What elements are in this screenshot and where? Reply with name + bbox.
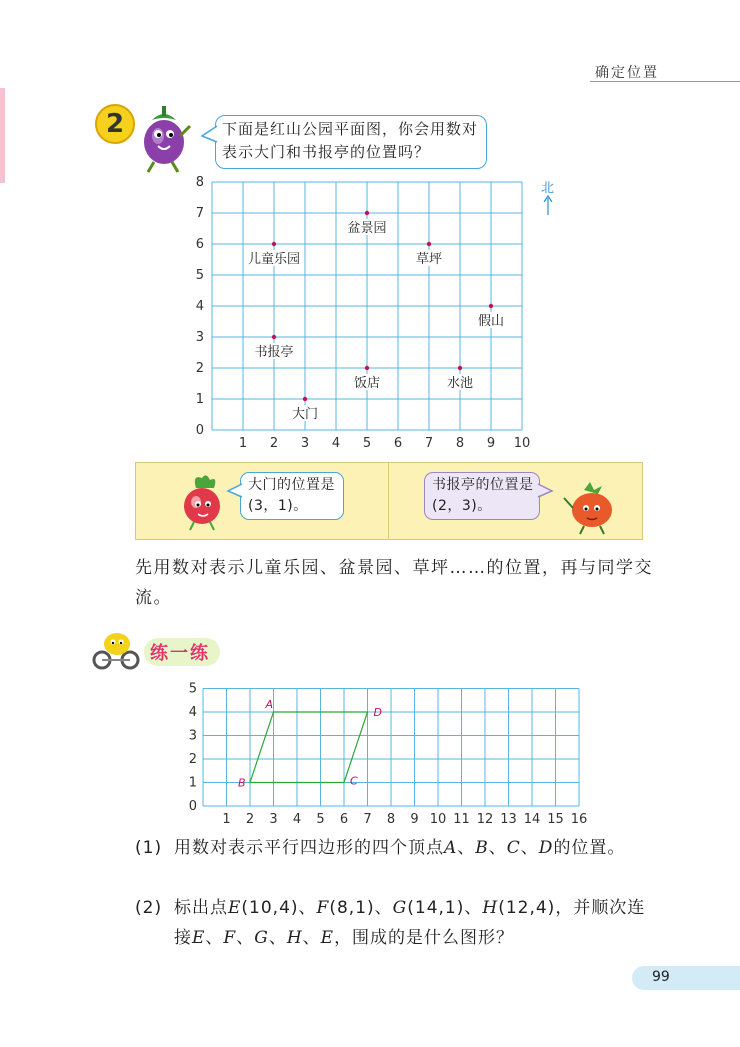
problem-number-badge: 2: [95, 104, 135, 144]
map-point-label: 盆景园: [347, 221, 387, 236]
y-tick-label: 3: [188, 728, 197, 744]
y-tick-label: 5: [188, 681, 197, 697]
y-tick-label: 1: [188, 775, 197, 791]
y-tick-label: 0: [188, 799, 197, 814]
north-arrow-icon: [542, 194, 554, 216]
x-tick-label: 2: [269, 436, 279, 451]
y-tick-label: 3: [195, 330, 204, 345]
y-tick-label: 7: [195, 206, 204, 221]
map-point: [489, 304, 493, 308]
answer-panel-divider: [388, 462, 389, 540]
vertex-label: C: [350, 774, 358, 788]
y-tick-label: 2: [188, 752, 197, 767]
map-point: [458, 366, 462, 370]
map-point-label: 饭店: [353, 376, 381, 391]
radish-mascot-illustration: [176, 474, 226, 532]
x-tick-label: 14: [523, 812, 541, 827]
map-point-label: 儿童乐园: [247, 252, 301, 267]
x-tick-label: 6: [393, 436, 403, 451]
map-point-label: 大门: [291, 407, 319, 422]
map-point: [365, 366, 369, 370]
north-label: 北: [541, 181, 555, 196]
page-edge-marker: [0, 88, 5, 183]
map-point: [303, 397, 307, 401]
vertex-label: A: [265, 698, 274, 711]
question-2-number: (2): [135, 898, 163, 918]
gate-answer-text: 大门的位置是(3，1)。: [248, 477, 335, 514]
map-point: [272, 335, 276, 339]
x-tick-label: 9: [486, 436, 496, 451]
map-point-label: 书报亭: [254, 345, 294, 360]
x-tick-label: 3: [269, 812, 278, 827]
x-tick-label: 12: [476, 812, 494, 827]
parallelogram-grid: [185, 680, 605, 830]
x-tick-label: 7: [424, 436, 434, 451]
x-tick-label: 13: [500, 812, 517, 827]
page-number: 99: [652, 969, 670, 985]
vertex-label: B: [238, 776, 246, 790]
x-tick-label: 7: [363, 812, 372, 827]
x-tick-label: 4: [292, 812, 302, 827]
x-tick-label: 11: [453, 812, 470, 827]
gate-bubble-tail: [226, 482, 244, 500]
y-tick-label: 2: [195, 361, 204, 376]
speech-bubble-text: 下面是红山公园平面图，你会用数对表示大门和书报亭的位置吗？: [222, 120, 479, 161]
x-tick-label: 1: [238, 436, 248, 451]
x-tick-label: 5: [362, 436, 372, 451]
practice-title: 练一练: [150, 643, 210, 664]
x-tick-label: 2: [245, 812, 255, 827]
x-tick-label: 3: [300, 436, 310, 451]
x-tick-label: 10: [429, 812, 447, 827]
eggplant-mascot-illustration: [132, 100, 192, 175]
map-point-label: 假山: [477, 314, 505, 329]
x-tick-label: 8: [455, 436, 465, 451]
x-tick-label: 1: [222, 812, 231, 827]
speech-bubble-tail: [200, 124, 220, 146]
question-1-number: (1): [135, 838, 163, 858]
y-tick-label: 6: [195, 237, 204, 252]
map-point-label: 水池: [446, 376, 474, 391]
section-title: 确定位置: [595, 65, 659, 81]
y-tick-label: 4: [188, 705, 197, 720]
instruction-paragraph: 先用数对表示儿童乐园、盆景园、草坪……的位置，再与同学交流。: [135, 558, 653, 608]
header-rule: [590, 81, 740, 82]
park-map-grid: [185, 165, 575, 455]
x-tick-label: 16: [570, 812, 588, 827]
tomato-mascot-illustration: [560, 480, 624, 536]
question-2-text: 标出点E(10,4)、F(8,1)、G(14,1)、H(12,4)，并顺次连接E、F、G、H、E，围成的是什么图形？: [174, 898, 646, 948]
page-number-tab: [632, 966, 740, 990]
parallelogram-shape: [250, 712, 368, 783]
kiosk-bubble-tail: [536, 482, 554, 500]
map-point-label: 草坪: [415, 252, 443, 267]
x-tick-label: 8: [386, 812, 396, 827]
question-1-text: 用数对表示平行四边形的四个顶点A、B、C、D的位置。: [174, 838, 626, 858]
x-tick-label: 10: [513, 436, 531, 451]
kiosk-answer-text: 书报亭的位置是(2，3)。: [432, 477, 534, 514]
y-tick-label: 0: [195, 423, 204, 438]
y-tick-label: 4: [195, 299, 204, 314]
x-tick-label: 15: [547, 812, 564, 827]
lemon-bike-mascot-illustration: [90, 628, 144, 670]
vertex-label: D: [373, 706, 382, 719]
map-point: [272, 242, 276, 246]
x-tick-label: 9: [410, 812, 419, 827]
y-tick-label: 5: [195, 268, 204, 283]
y-tick-label: 1: [195, 392, 204, 407]
x-tick-label: 6: [339, 812, 349, 827]
y-tick-label: 8: [195, 175, 204, 190]
x-tick-label: 4: [331, 436, 341, 451]
map-point: [427, 242, 431, 246]
map-point: [365, 211, 369, 215]
x-tick-label: 5: [316, 812, 325, 827]
